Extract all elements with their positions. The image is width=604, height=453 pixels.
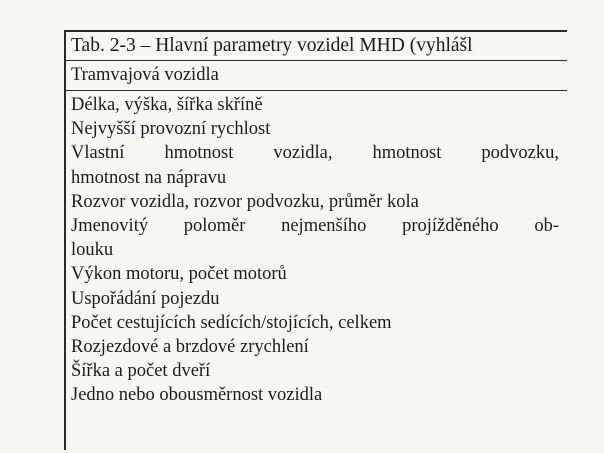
table-line: Výkon motoru, počet motorů bbox=[71, 264, 287, 285]
table-line: Délka, výška, šířka skříně bbox=[71, 95, 263, 115]
table-line: Šířka a počet dveří bbox=[71, 361, 211, 382]
table-line: Jedno nebo obousměrnost vozidla bbox=[71, 385, 323, 406]
table-body bbox=[66, 93, 567, 408]
table-line: Počet cestujících sedících/stojících, celkem bbox=[71, 312, 392, 333]
parameters-table bbox=[64, 30, 567, 450]
table-line: Vlastní hmotnost vozidla, hmotnost podvozku, bbox=[71, 143, 559, 164]
table-line: louku bbox=[71, 240, 114, 261]
section-header: Tramvajová vozidla bbox=[66, 61, 567, 91]
table-line: Rozvor vozidla, rozvor podvozku, průměr kola bbox=[71, 191, 419, 212]
table-line: Rozjezdové a brzdové zrychlení bbox=[71, 337, 309, 357]
table-line: Jmenovitý poloměr nejmenšího projížděného ob- bbox=[71, 216, 559, 236]
table-line: hmotnost na nápravu bbox=[71, 167, 227, 188]
table-line: Uspořádání pojezdu bbox=[71, 288, 220, 309]
table-caption: Tab. 2-3 – Hlavní parametry vozidel MHD (vyhlášl bbox=[66, 32, 567, 61]
table-line: Nejvyšší provozní rychlost bbox=[71, 119, 271, 140]
